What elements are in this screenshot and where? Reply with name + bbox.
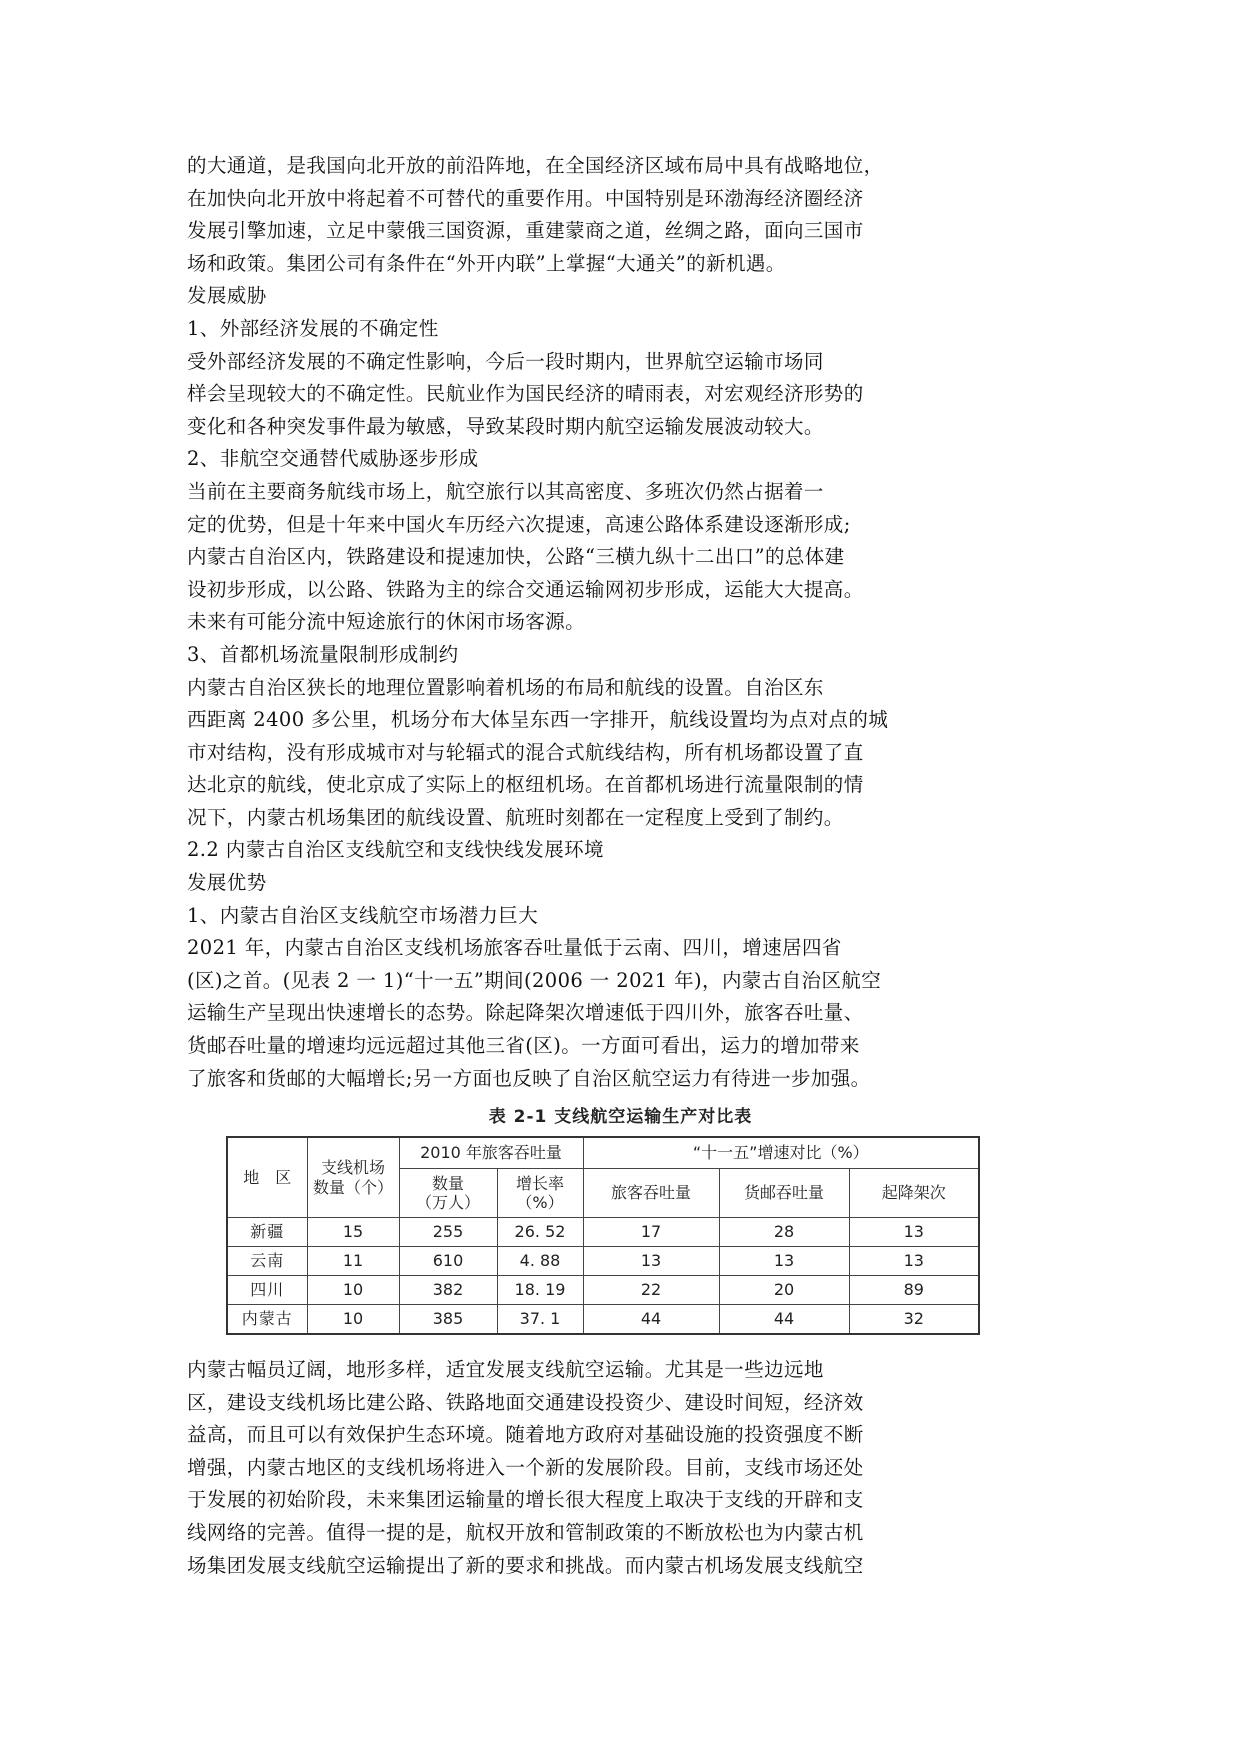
cell-region: 新疆 xyxy=(227,1218,307,1247)
cell-passenger: 17 xyxy=(583,1218,719,1247)
header-group-2010: 2010 年旅客吞吐量 xyxy=(399,1137,583,1169)
subsection-heading: 1、外部经济发展的不确定性 xyxy=(187,316,439,340)
text-line: 于发展的初始阶段，未来集团运输量的增长很大程度上取决于支线的开辟和支 xyxy=(187,1488,864,1512)
text-line: 设初步形成，以公路、铁路为主的综合交通运输网初步形成，运能大大提高。 xyxy=(187,577,864,601)
text-line: 定的优势，但是十年来中国火车历经六次提速，高速公路体系建设逐渐形成; xyxy=(187,512,851,536)
subsection-heading: 2、非航空交通替代威胁逐步形成 xyxy=(187,447,479,471)
cell-growth: 4. 88 xyxy=(497,1247,583,1276)
text-line: 货邮吞吐量的增速均远远超过其他三省(区)。一方面可看出，运力的增加带来 xyxy=(187,1034,860,1058)
text-line: 增强，内蒙古地区的支线机场将进入一个新的发展阶段。目前，支线市场还处 xyxy=(187,1455,864,1479)
text-line: 在加快向北开放中将起着不可替代的重要作用。中国特别是环渤海经济圈经济 xyxy=(187,186,864,210)
text-line: 市对结构，没有形成城市对与轮辐式的混合式航线结构，所有机场都设置了直 xyxy=(187,740,864,764)
text-line: 西距离 2400 多公里，机场分布大体呈东西一字排开，航线设置均为点对点的城 xyxy=(187,708,889,732)
cell-growth: 18. 19 xyxy=(497,1276,583,1305)
cell-airports: 11 xyxy=(307,1247,399,1276)
text-line: 受外部经济发展的不确定性影响，今后一段时期内，世界航空运输市场同 xyxy=(187,349,824,373)
text-line: 况下，内蒙古机场集团的航线设置、航班时刻都在一定程度上受到了制约。 xyxy=(187,805,844,829)
header-cargo: 货邮吞吐量 xyxy=(719,1169,849,1218)
cell-volume: 385 xyxy=(399,1305,497,1335)
text-line: 了旅客和货邮的大幅增长;另一方面也反映了自治区航空运力有待进一步加强。 xyxy=(187,1066,871,1090)
cell-airports: 10 xyxy=(307,1305,399,1335)
text-line: 场集团发展支线航空运输提出了新的要求和挑战。而内蒙古机场发展支线航空 xyxy=(187,1553,864,1577)
cell-region: 四川 xyxy=(227,1276,307,1305)
cell-volume: 610 xyxy=(399,1247,497,1276)
cell-flights: 32 xyxy=(849,1305,979,1335)
cell-flights: 89 xyxy=(849,1276,979,1305)
table-row xyxy=(227,1276,979,1305)
body-text-bottom xyxy=(187,1354,1067,1582)
text-line: 未来有可能分流中短途旅行的休闲市场客源。 xyxy=(187,610,586,634)
cell-flights: 13 xyxy=(849,1218,979,1247)
cell-cargo: 28 xyxy=(719,1218,849,1247)
comparison-table xyxy=(226,1136,980,1335)
cell-cargo: 20 xyxy=(719,1276,849,1305)
text-line: 益高，而且可以有效保护生态环境。随着地方政府对基础设施的投资强度不断 xyxy=(187,1423,864,1447)
text-line: 发展引擎加速，立足中蒙俄三国资源，重建蒙商之道，丝绸之路，面向三国市 xyxy=(187,219,864,243)
text-line: 当前在主要商务航线市场上，航空旅行以其高密度、多班次仍然占据着一 xyxy=(187,479,824,503)
header-flights: 起降架次 xyxy=(849,1169,979,1218)
cell-passenger: 13 xyxy=(583,1247,719,1276)
table-row xyxy=(227,1247,979,1276)
header-growth: 增长率 （%） xyxy=(497,1169,583,1218)
cell-growth: 37. 1 xyxy=(497,1305,583,1335)
text-line: 区，建设支线机场比建公路、铁路地面交通建设投资少、建设时间短，经济效 xyxy=(187,1390,864,1414)
text-line: 的大通道，是我国向北开放的前沿阵地，在全国经济区域布局中具有战略地位， xyxy=(187,154,884,177)
text-line: 变化和各种突发事件最为敏感，导致某段时期内航空运输发展波动较大。 xyxy=(187,414,824,438)
table-row xyxy=(227,1305,979,1335)
text-line: (区)之首。(见表 2 一 1)“十一五”期间(2006 一 2021 年)，内蒙古自治区航空 xyxy=(187,968,882,992)
table-caption: 表 2-1 支线航空运输生产对比表 xyxy=(488,1107,753,1127)
text-line: 内蒙古自治区内，铁路建设和提速加快，公路“三横九纵十二出口”的总体建 xyxy=(187,545,845,569)
text-line: 内蒙古自治区狭长的地理位置影响着机场的布局和航线的设置。自治区东 xyxy=(187,675,824,699)
cell-region: 云南 xyxy=(227,1247,307,1276)
text-line: 线网络的完善。值得一提的是，航权开放和管制政策的不断放松也为内蒙古机 xyxy=(187,1520,864,1544)
subsection-heading: 3、首都机场流量限制形成制约 xyxy=(187,642,459,666)
cell-passenger: 22 xyxy=(583,1276,719,1305)
cell-volume: 255 xyxy=(399,1218,497,1247)
section-heading: 发展优势 xyxy=(187,871,267,895)
text-line: 2021 年，内蒙古自治区支线机场旅客吞吐量低于云南、四川，增速居四省 xyxy=(187,936,842,960)
body-text-top xyxy=(187,150,1067,1095)
cell-cargo: 44 xyxy=(719,1305,849,1335)
cell-cargo: 13 xyxy=(719,1247,849,1276)
subsection-heading: 1、内蒙古自治区支线航空市场潜力巨大 xyxy=(187,903,539,927)
cell-growth: 26. 52 xyxy=(497,1218,583,1247)
table-row xyxy=(227,1218,979,1247)
cell-airports: 15 xyxy=(307,1218,399,1247)
cell-region: 内蒙古 xyxy=(227,1305,307,1335)
text-line: 达北京的航线，使北京成了实际上的枢纽机场。在首都机场进行流量限制的情 xyxy=(187,773,864,797)
section-heading: 2.2 内蒙古自治区支线航空和支线快线发展环境 xyxy=(187,838,604,862)
header-airports: 支线机场 数量（个） xyxy=(307,1137,399,1218)
text-line: 内蒙古幅员辽阔，地形多样，适宜发展支线航空运输。尤其是一些边远地 xyxy=(187,1358,824,1381)
cell-passenger: 44 xyxy=(583,1305,719,1335)
text-line: 运输生产呈现出快速增长的态势。除起降架次增速低于四川外，旅客吞吐量、 xyxy=(187,1001,864,1025)
text-line: 场和政策。集团公司有条件在“外开内联”上掌握“大通关”的新机遇。 xyxy=(187,251,786,275)
header-passenger: 旅客吞吐量 xyxy=(583,1169,719,1218)
header-volume: 数量 （万人） xyxy=(399,1169,497,1218)
header-region: 地 区 xyxy=(227,1137,307,1218)
text-line: 样会呈现较大的不确定性。民航业作为国民经济的晴雨表，对宏观经济形势的 xyxy=(187,382,864,406)
cell-airports: 10 xyxy=(307,1276,399,1305)
section-heading: 发展威胁 xyxy=(187,284,267,308)
cell-flights: 13 xyxy=(849,1247,979,1276)
header-group-growth: “十一五”增速对比（%） xyxy=(583,1137,979,1169)
cell-volume: 382 xyxy=(399,1276,497,1305)
